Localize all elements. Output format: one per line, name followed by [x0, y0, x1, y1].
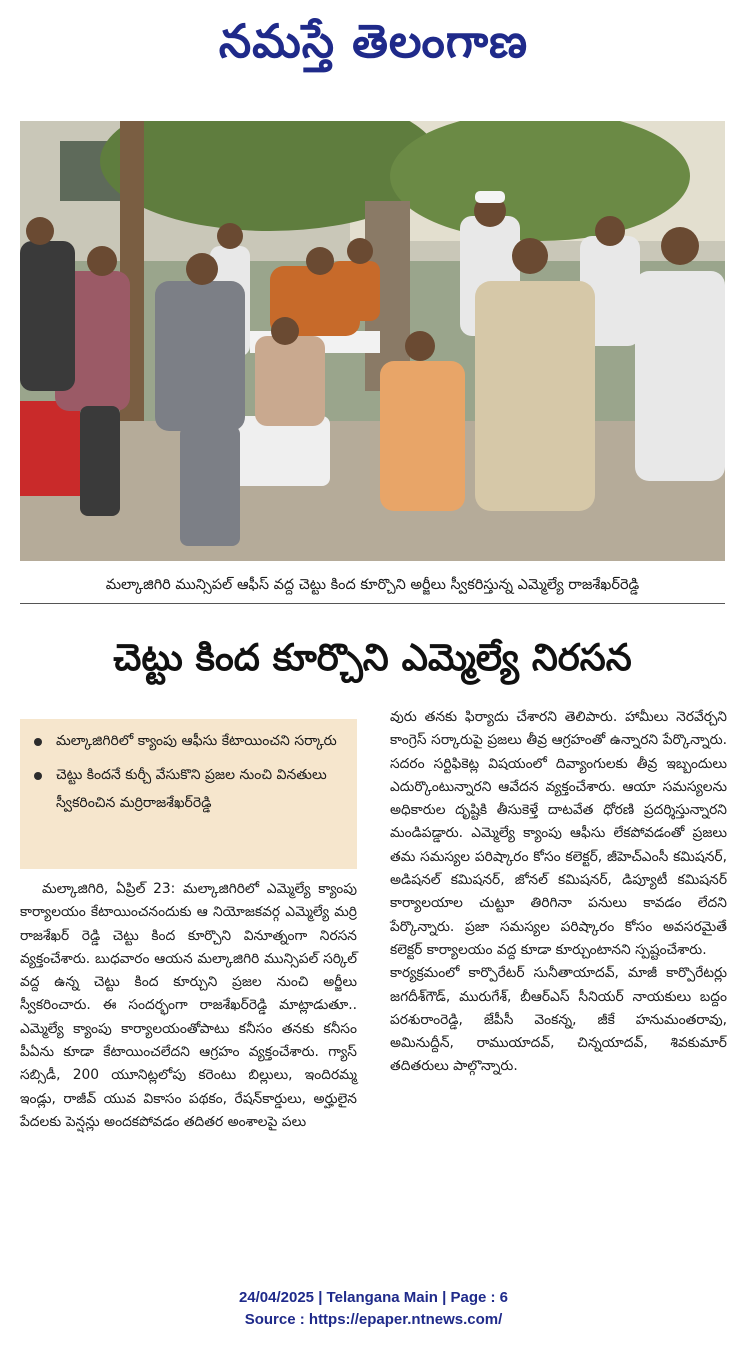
- article-headline: చెట్టు కింద కూర్చొని ఎమ్మెల్యే నిరసన: [113, 636, 632, 679]
- masthead: [0, 6, 747, 76]
- news-photo: [20, 121, 725, 561]
- article-paragraph: వురు తనకు ఫిర్యాదు చేశారని తెలిపారు. హామీలు నెరవేర్చని కాంగ్రెస్ సర్కారుపై ప్రజలు తీవ్ర ఆగ్రహంతో ఉన్నారని పేర్కొన్నారు. సదరం సర్టిఫికెట్ల విషయంలో దివ్యాంగులకు తీవ్ర ఇబ్బందులు ఎదుర్కొంటున్నారని ఆవేదన వ్యక్తంచేశారు. ఆయా సమస్యలను అధికారుల దృష్టికి తీసుకెళ్తే దాటవేత ధోరణి ప్రదర్శిస్తున్నారని మండిపడ్డారు. ఎమ్మెల్యే క్యాంపు ఆఫీసు లేకపోవడంతో ప్రజలు తమ సమస్యల పరిష్కారం కోసం కలెక్టర్, జీహెచ్‌ఎంసీ కమిషనర్, అడిషనల్ కమిషనర్, జోనల్ కమిషనర్, డిప్యూటీ కమిషనర్ కార్యాలయాల చుట్టూ తిరిగినా పనులు కావడం లేదని పేర్కొన్నారు. ప్రజా సమస్యల పరిష్కారం కోసం అవసరమైతే కలెక్టర్ కార్యాలయం వద్ద కూడా కూర్చుంటానని స్పష్టంచేశారు.: [390, 709, 727, 958]
- highlights-box: [20, 719, 357, 869]
- article-column-left: [20, 878, 357, 1134]
- bullet-icon: [34, 772, 42, 780]
- highlight-item: [30, 727, 347, 755]
- article-paragraph: కార్యక్రమంలో కార్పొరేటర్ సునీతాయాదవ్, మాజీ కార్పొరేటర్లు జగదీశ్‌గౌడ్, మురుగేశ్, బీఆర్‌ఎస్ సీనియర్ నాయకులు బద్దం పరశురాంరెడ్డి, జేపీసీ వెంకన్న, జీకే హనుమంతరావు, అమినుద్దీన్, రాముయాదవ్, చిన్నయాదవ్, శివకుమార్ తదితరులు పాల్గొన్నారు.: [390, 965, 727, 1075]
- photo-illustration: [20, 121, 725, 561]
- highlight-text: మల్కాజిగిరిలో క్యాంపు ఆఫీసు కేటాయించని సర్కారు: [56, 733, 337, 749]
- caption-divider: [20, 603, 725, 604]
- article-paragraph: మల్కాజిగిరి, ఏప్రిల్ 23: మల్కాజిగిరిలో ఎమ్మెల్యే క్యాంపు కార్యాలయం కేటాయించనందుకు ఆ నియోజకవర్గ ఎమ్మెల్యే మర్రి రాజశేఖర్ రెడ్డి చెట్టు కింద కూర్చొని వినూత్నంగా నిరసన వ్యక్తంచేశారు. బుధవారం ఆయన మల్కాజిగిరి మున్సిపల్ సర్కిల్ వద్ద ఉన్న చెట్టు కింద కూర్చుని ప్రజల నుంచి అర్జీలు స్వీకరించారు. ఈ సందర్భంగా రాజశేఖర్‌రెడ్డి మాట్లాడుతూ.. ఎమ్మెల్యే క్యాంపు కార్యాలయంతోపాటు కనీసం తనకు కనీసం పీఏను కూడా కేటాయించలేదని ఆగ్రహం వ్యక్తంచేశారు. గ్యాస్ సబ్సిడీ, 200 యూనిట్లలోపు కరెంటు బిల్లులు, ఇందిరమ్మ ఇండ్లు, రాజీవ్ యువ వికాసం పథకం, రేషన్‌కార్డులు, అర్హులైన పేదలకు పెన్షన్లు అందకపోవడం తదితర అంశాలపై పలు: [20, 881, 357, 1130]
- highlight-item: [30, 761, 347, 817]
- photo-caption: మల్కాజిగిరి మున్సిపల్ ఆఫీస్ వద్ద చెట్టు కింద కూర్చొని అర్జీలు స్వీకరిస్తున్న ఎమ్మెల్యే రాజశేఖర్‌రెడ్డి: [105, 577, 640, 593]
- footer-source: Source : https://epaper.ntnews.com/: [244, 1311, 503, 1328]
- footer-edition-info: 24/04/2025 | Telangana Main | Page : 6: [238, 1289, 509, 1306]
- highlight-text: చెట్టు కిందనే కుర్చీ వేసుకొని ప్రజల నుంచి వినతులు స్వీకరించిన మర్రిరాజశేఖర్‌రెడ్డి: [56, 767, 327, 811]
- newspaper-title: నమస్తే తెలంగాణ: [218, 14, 529, 68]
- article-column-right: [390, 706, 727, 1079]
- bullet-icon: [34, 738, 42, 746]
